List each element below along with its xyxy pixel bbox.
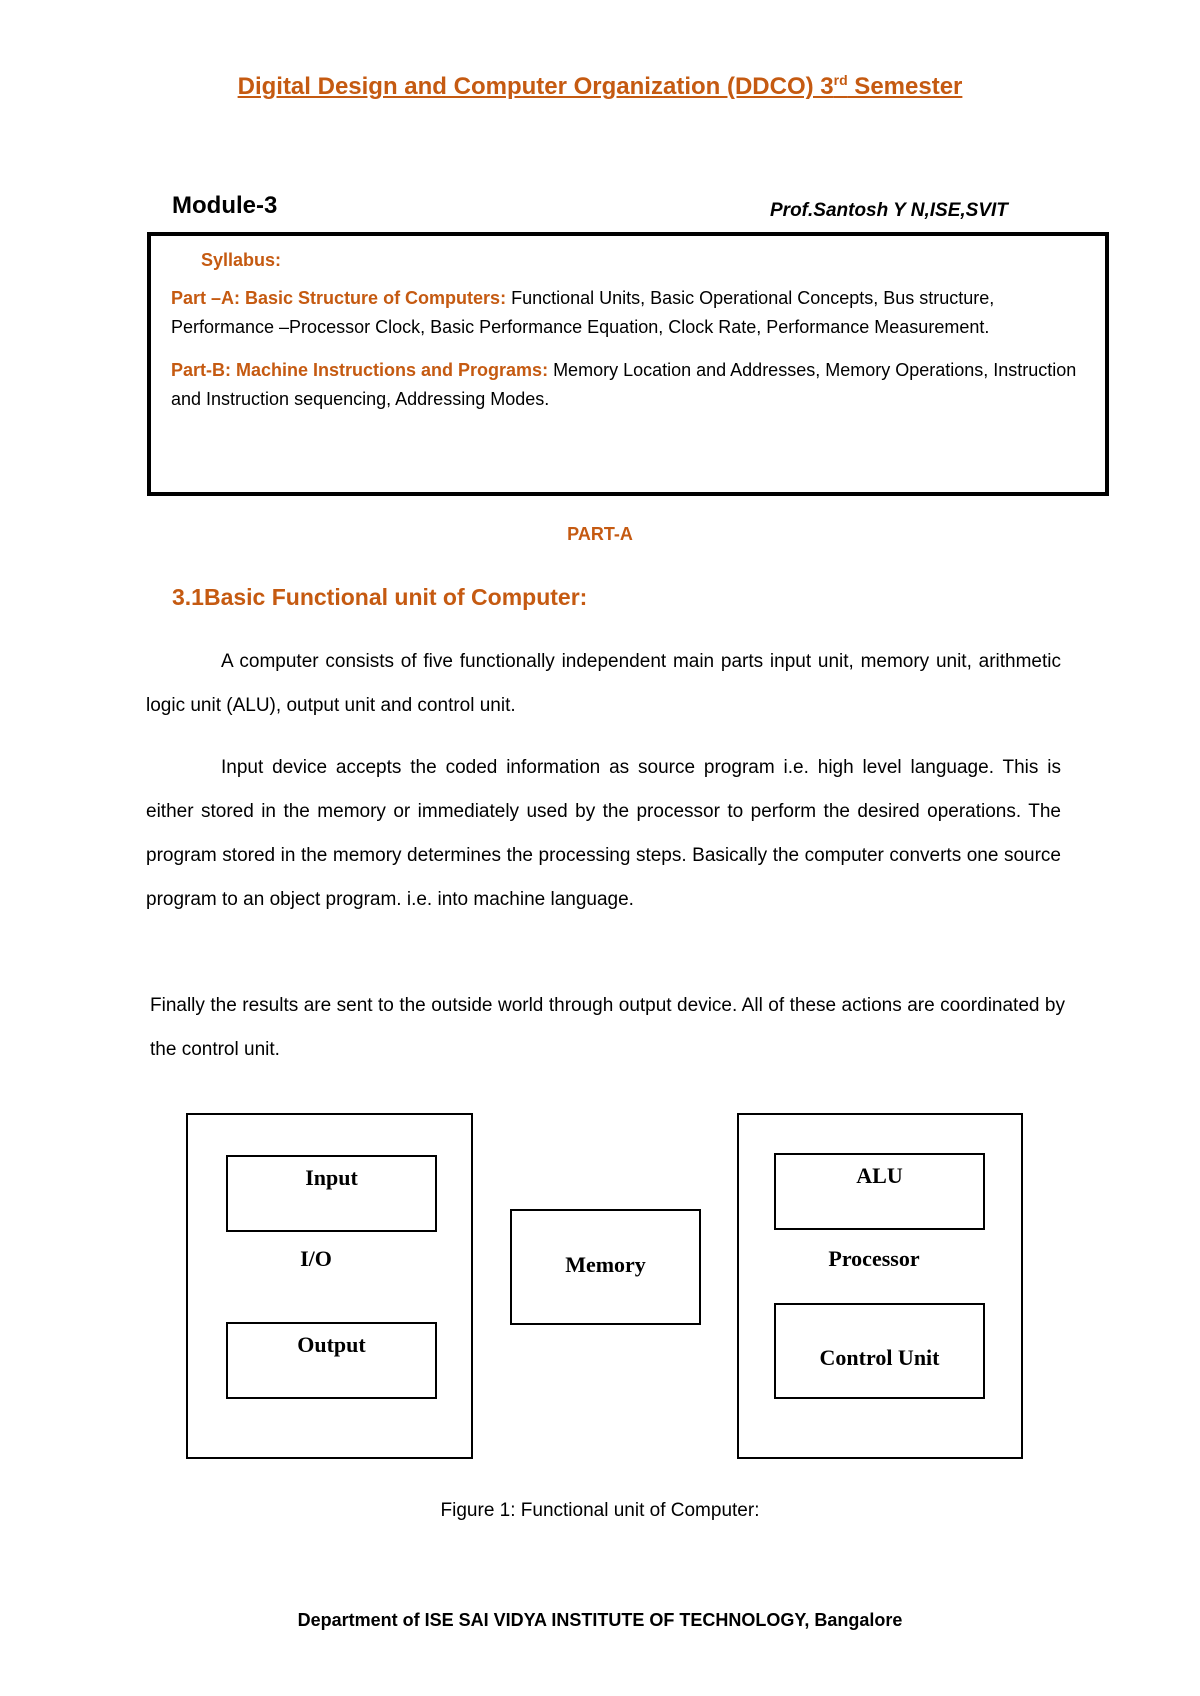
title-end: Semester (847, 73, 963, 100)
syllabus-part-a-label: Part –A: Basic Structure of Computers: (171, 288, 507, 308)
syllabus-part-a (171, 284, 1091, 342)
title-main: Digital Design and Computer Organization (DDCO) 3 (237, 73, 834, 100)
paragraph-1: A computer consists of five functionally independent main parts input unit, memory unit, arithmetic logic unit (ALU), output unit and control unit. (146, 651, 1061, 716)
memory-label: Memory (565, 1252, 646, 1277)
alu-label: ALU (856, 1163, 903, 1188)
syllabus-box (147, 232, 1109, 496)
syllabus-heading: Syllabus: (201, 250, 282, 270)
syllabus-part-b (171, 356, 1091, 414)
input-label: Input (305, 1165, 358, 1190)
part-heading: PART-A (567, 524, 633, 544)
syllabus-part-b-label: Part-B: Machine Instructions and Programs: (171, 360, 549, 380)
syllabus-part-b-text: Memory Location and Addresses, Memory Operations, Instruction and Instruction sequencing, Addressing Modes. (171, 360, 1077, 409)
section-heading: 3.1Basic Functional unit of Computer: (172, 584, 588, 610)
processor-label: Processor (828, 1246, 920, 1271)
title-superscript: rd (833, 72, 848, 88)
paragraph-3: Finally the results are sent to the outside world through output device. All of these actions are coordinated by the control unit. (150, 995, 1065, 1060)
author-label: Prof.Santosh Y N,ISE,SVIT (770, 200, 1008, 221)
io-label: I/O (300, 1246, 332, 1271)
module-label: Module-3 (172, 192, 278, 219)
control-unit-label: Control Unit (819, 1345, 940, 1370)
syllabus-part-a-text: Functional Units, Basic Operational Concepts, Bus structure, Performance –Processor Clock, Basic Performance Equation, Clock Rate, Performance Measurement. (171, 288, 995, 337)
paragraph-2: Input device accepts the coded information as source program i.e. high level language. This is either stored in the memory or immediately used by the processor to perform the desired operations. The program stored in the memory determines the processing steps. Basically the computer converts one source program to an object program. i.e. into machine language. (146, 757, 1061, 910)
page-footer: Department of ISE SAI VIDYA INSTITUTE OF TECHNOLOGY, Bangalore (297, 1610, 903, 1630)
output-label: Output (297, 1332, 366, 1357)
document-title (0, 72, 1200, 101)
figure-caption: Figure 1: Functional unit of Computer: (440, 1500, 760, 1521)
